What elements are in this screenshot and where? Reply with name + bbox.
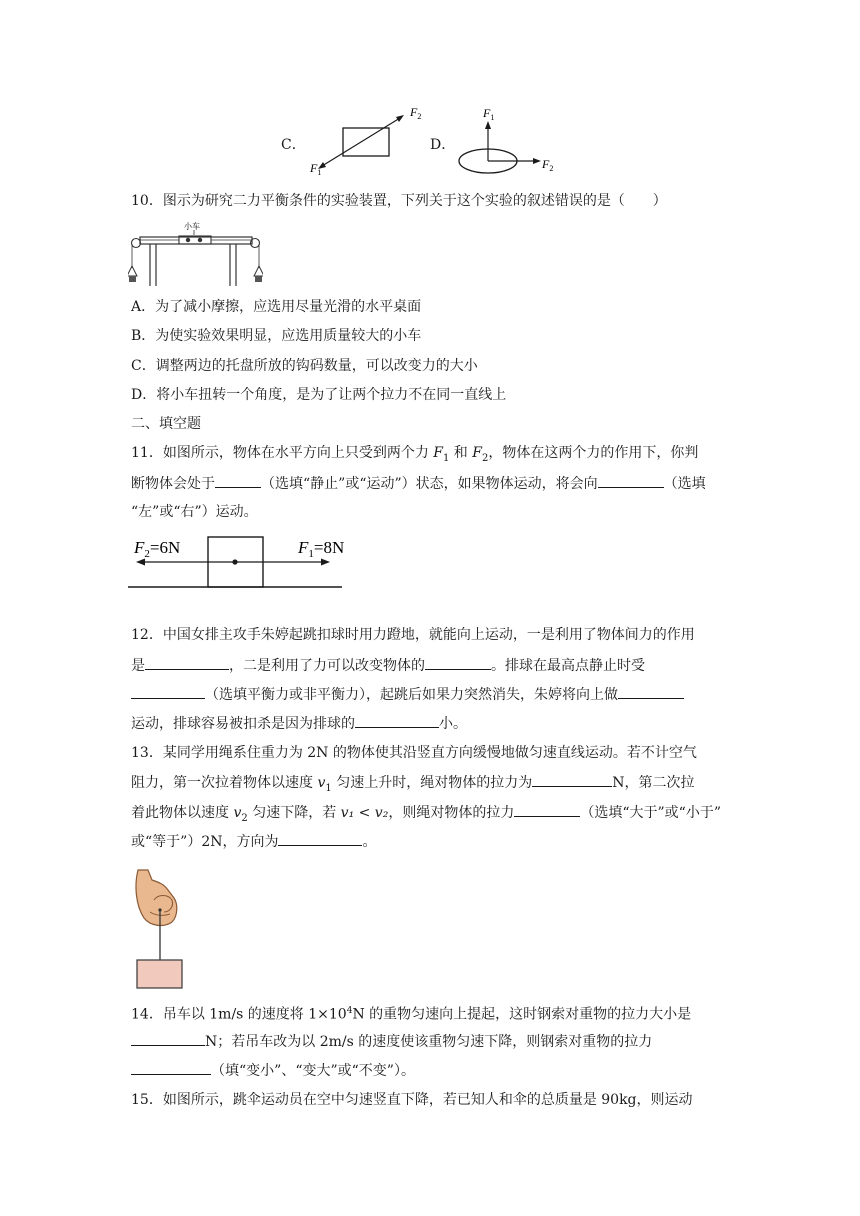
q10-option-b: B．为使实验效果明显，应选用质量较大的小车 — [131, 328, 422, 344]
q11-force-figure — [128, 530, 348, 592]
q15-line-1: 15．如图所示，跳伞运动员在空中匀速竖直下降，若已知人和伞的总质量是 90kg，则运动 — [131, 1092, 693, 1108]
f1-label: $F_1=8N$ — [298, 538, 345, 560]
blank[interactable] — [131, 1031, 205, 1046]
c-f2-label: $F_2$ — [410, 105, 422, 121]
q10-option-d: D．将小车扭转一个角度，是为了让两个拉力不在同一直线上 — [131, 387, 507, 403]
q10-stem: 10．图示为研究二力平衡条件的实验装置，下列关于这个实验的叙述错误的是（ ） — [131, 193, 667, 209]
blank[interactable] — [532, 772, 612, 787]
option-d-figure — [452, 100, 562, 180]
blank[interactable] — [425, 655, 491, 670]
q13-line-4: 或“等于”）2N，方向为 。 — [131, 831, 376, 852]
q10-option-a: A．为了减小摩擦，应选用尽量光滑的水平桌面 — [131, 299, 422, 315]
q12-line-4: 运动，排球容易被扣杀是因为排球的 小。 — [131, 713, 467, 734]
q11-line-2: 断物体会处于 （选填“静止”或“运动”）状态，如果物体运动，将会向 （选填 — [131, 473, 706, 494]
blank[interactable] — [131, 684, 205, 699]
section-title-fill-in: 二、填空题 — [131, 416, 201, 432]
d-f2-label: $F_2$ — [542, 157, 554, 173]
q11-line-3: “左”或“右”）运动。 — [131, 504, 258, 520]
blank[interactable] — [145, 655, 229, 670]
blank[interactable] — [514, 802, 580, 817]
blank[interactable] — [131, 1060, 211, 1075]
blank[interactable] — [278, 831, 362, 846]
q11-line-1: 11．如图所示，物体在水平方向上只受到两个力 $F_1$ 和 $F_2$，物体在这两个力的作用下，你判 — [131, 445, 699, 464]
option-c-figure — [300, 100, 435, 180]
d-f1-label: $F_1$ — [483, 106, 495, 122]
option-c-label: C． — [281, 137, 306, 153]
option-d-label: D． — [430, 137, 456, 153]
blank[interactable] — [355, 713, 439, 728]
q13-line-1: 13．某同学用绳系住重力为 2N 的物体使其沿竖直方向缓慢地做匀速直线运动。若不计空气 — [131, 745, 697, 761]
q12-line-3: （选填平衡力或非平衡力），起跳后如果力突然消失，朱婷将向上做 — [131, 684, 684, 705]
q13-hand-figure — [128, 864, 188, 992]
q13-line-3: 着此物体以速度 $v_2$ 匀速下降，若 v₁ < v₂，则绳对物体的拉力 （选填“大于”或“小于” — [131, 802, 721, 829]
blank[interactable] — [215, 473, 261, 488]
q14-line-2: N；若吊车改为以 2m/s 的速度使该重物匀速下降，则钢索对重物的拉力 — [131, 1031, 652, 1052]
cart-label: 小车 — [184, 222, 200, 231]
blank[interactable] — [618, 684, 684, 699]
q14-line-1: 14．吊车以 1m/s 的速度将 $1\times 10^4N$ 的重物匀速向上提起，这时钢索对重物的拉力大小是 — [131, 1006, 692, 1023]
blank[interactable] — [598, 473, 664, 488]
f2-label: $F_2=6N$ — [134, 538, 181, 560]
q14-line-3: （填“变小”、“变大”或“不变”）。 — [131, 1060, 415, 1081]
q10-apparatus-figure — [128, 220, 263, 290]
q10-option-c: C．调整两边的托盘所放的钩码数量，可以改变力的大小 — [131, 358, 478, 374]
c-f1-label: $F_1$ — [310, 161, 322, 177]
q12-line-1: 12．中国女排主攻手朱婷起跳扣球时用力蹬地，就能向上运动，一是利用了物体间力的作用 — [131, 627, 695, 643]
q12-line-2: 是 ，二是利用了力可以改变物体的 。排球在最高点静止时受 — [131, 655, 645, 676]
q13-line-2: 阻力，第一次拉着物体以速度 $v_1$ 匀速上升时，绳对物体的拉力为 N，第二次拉 — [131, 772, 694, 799]
